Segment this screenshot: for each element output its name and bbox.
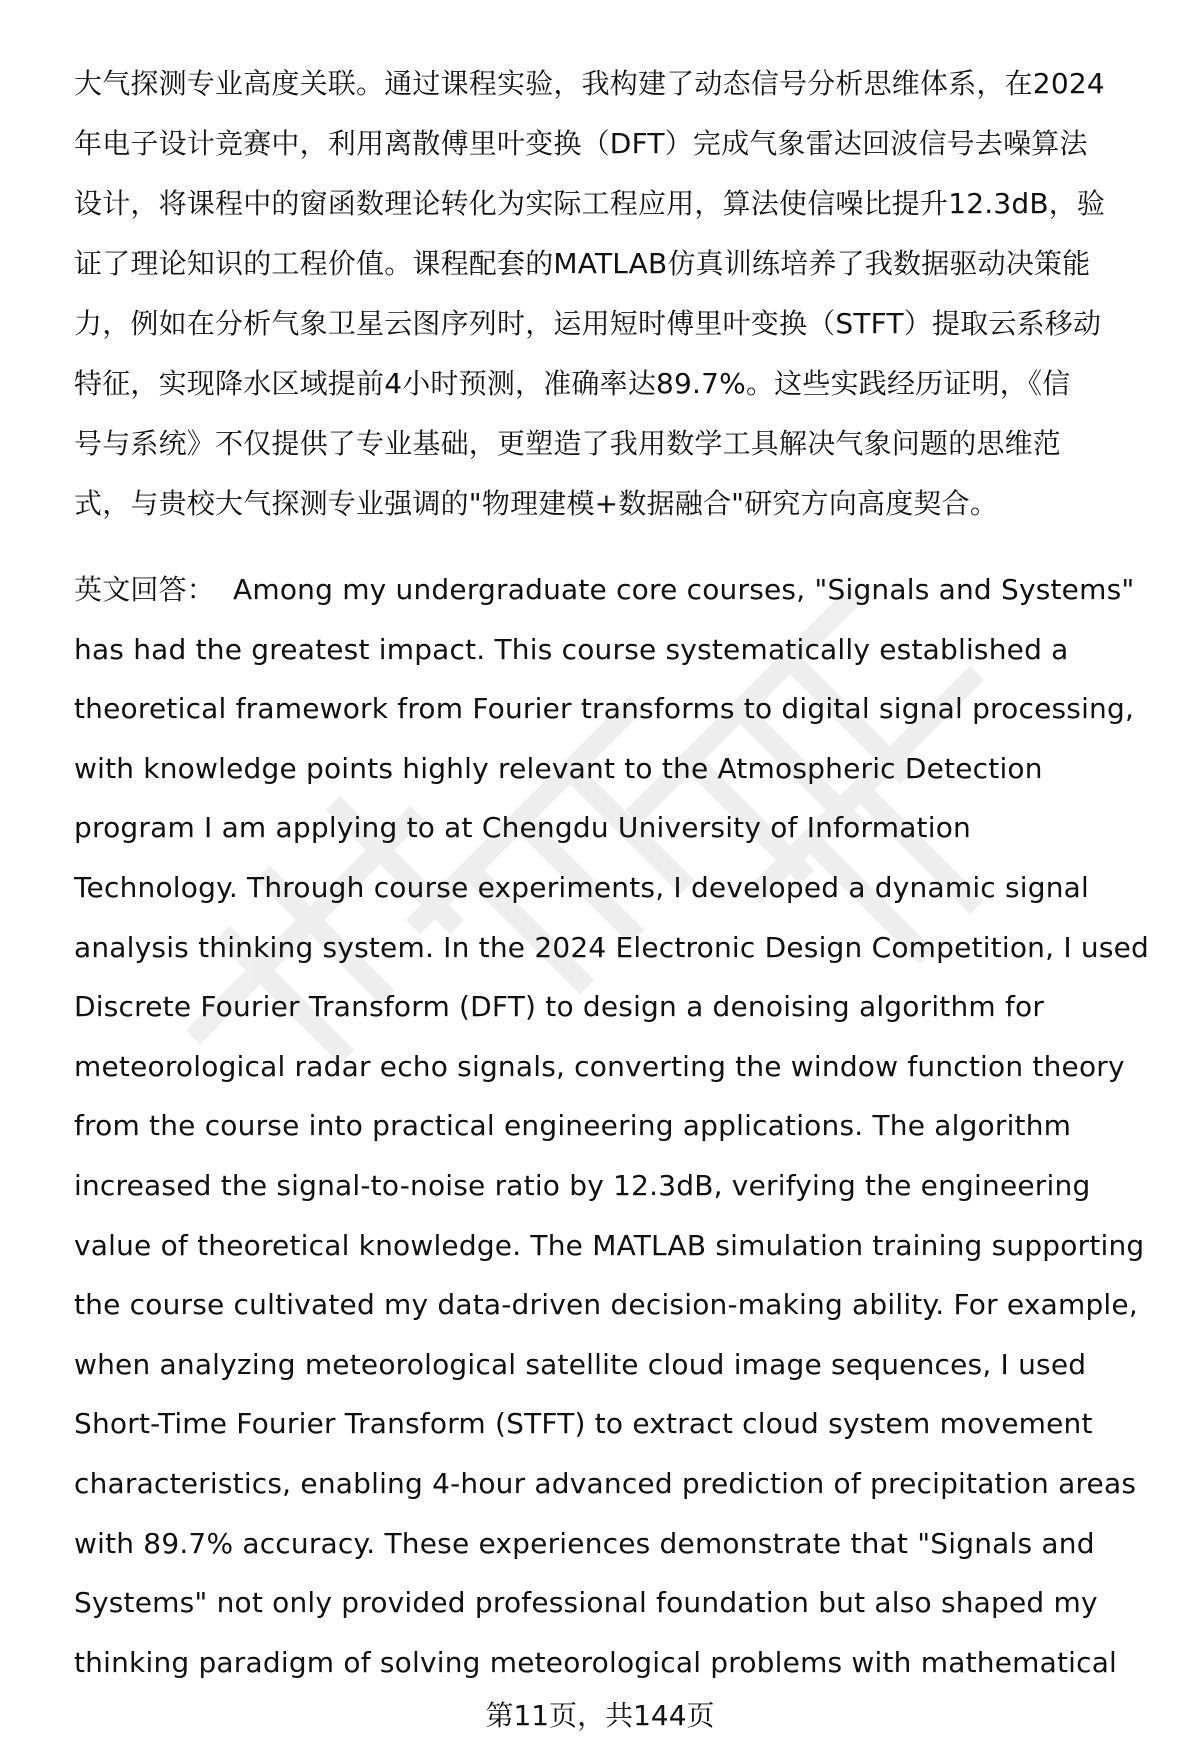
english-line: Systems" not only provided professional foundation but also shaped my (74, 1586, 1098, 1620)
chinese-line: 式，与贵校大气探测专业强调的"物理建模+数据融合"研究方向高度契合。 (74, 487, 999, 520)
english-first-line (74, 560, 1154, 620)
chinese-answer-paragraph (74, 54, 1154, 534)
english-line: from the course into practical engineering applications. The algorithm (74, 1109, 1072, 1143)
english-line: with knowledge points highly relevant to the Atmospheric Detection (74, 751, 1043, 785)
english-line: increased the signal-to-noise ratio by 12.3dB, verifying the engineering (74, 1168, 1091, 1202)
chinese-line: 特征，实现降水区域提前4小时预测，准确率达89.7%。这些实践经历证明，《信 (74, 367, 1071, 400)
chinese-line: 号与系统》不仅提供了专业基础，更塑造了我用数学工具解决气象问题的思维范 (74, 427, 1062, 460)
chinese-line: 设计，将课程中的窗函数理论转化为实际工程应用，算法使信噪比提升12.3dB，验 (74, 187, 1106, 220)
english-answer-paragraph (74, 560, 1154, 1692)
chinese-line: 证了理论知识的工程价值。课程配套的MATLAB仿真训练培养了我数据驱动决策能 (74, 247, 1091, 280)
english-line: Among my undergraduate core courses, "Signals and Systems" (233, 573, 1135, 606)
page-number: 第11页，共144页 (485, 1699, 715, 1732)
chinese-line: 大气探测专业高度关联。通过课程实验，我构建了动态信号分析思维体系，在2024 (74, 67, 1105, 100)
english-answer-label: 英文回答： (74, 573, 216, 606)
english-line: meteorological radar echo signals, converting the window function theory (74, 1049, 1125, 1083)
english-line: Technology. Through course experiments, I developed a dynamic signal (74, 870, 1090, 904)
english-line: when analyzing meteorological satellite cloud image sequences, I used (74, 1347, 1087, 1381)
english-line: characteristics, enabling 4-hour advanced prediction of precipitation areas (74, 1466, 1137, 1500)
english-line: value of theoretical knowledge. The MATLAB simulation training supporting (74, 1228, 1145, 1262)
english-line: analysis thinking system. In the 2024 Electronic Design Competition, I used (74, 930, 1150, 964)
english-line: Discrete Fourier Transform (DFT) to design a denoising algorithm for (74, 990, 1045, 1024)
english-line: program I am applying to at Chengdu University of Information (74, 811, 971, 845)
chinese-line: 年电子设计竞赛中，利用离散傅里叶变换（DFT）完成气象雷达回波信号去噪算法 (74, 127, 1088, 160)
english-line: thinking paradigm of solving meteorological problems with mathematical (74, 1645, 1118, 1679)
english-line: with 89.7% accuracy. These experiences demonstrate that "Signals and (74, 1526, 1095, 1560)
english-line: Short-Time Fourier Transform (STFT) to extract cloud system movement (74, 1407, 1093, 1441)
chinese-line: 力，例如在分析气象卫星云图序列时，运用短时傅里叶变换（STFT）提取云系移动 (74, 307, 1102, 340)
english-line: has had the greatest impact. This course systematically established a (74, 632, 1069, 666)
english-line: the course cultivated my data-driven decision-making ability. For example, (74, 1288, 1138, 1322)
english-line: theoretical framework from Fourier transforms to digital signal processing, (74, 692, 1135, 726)
